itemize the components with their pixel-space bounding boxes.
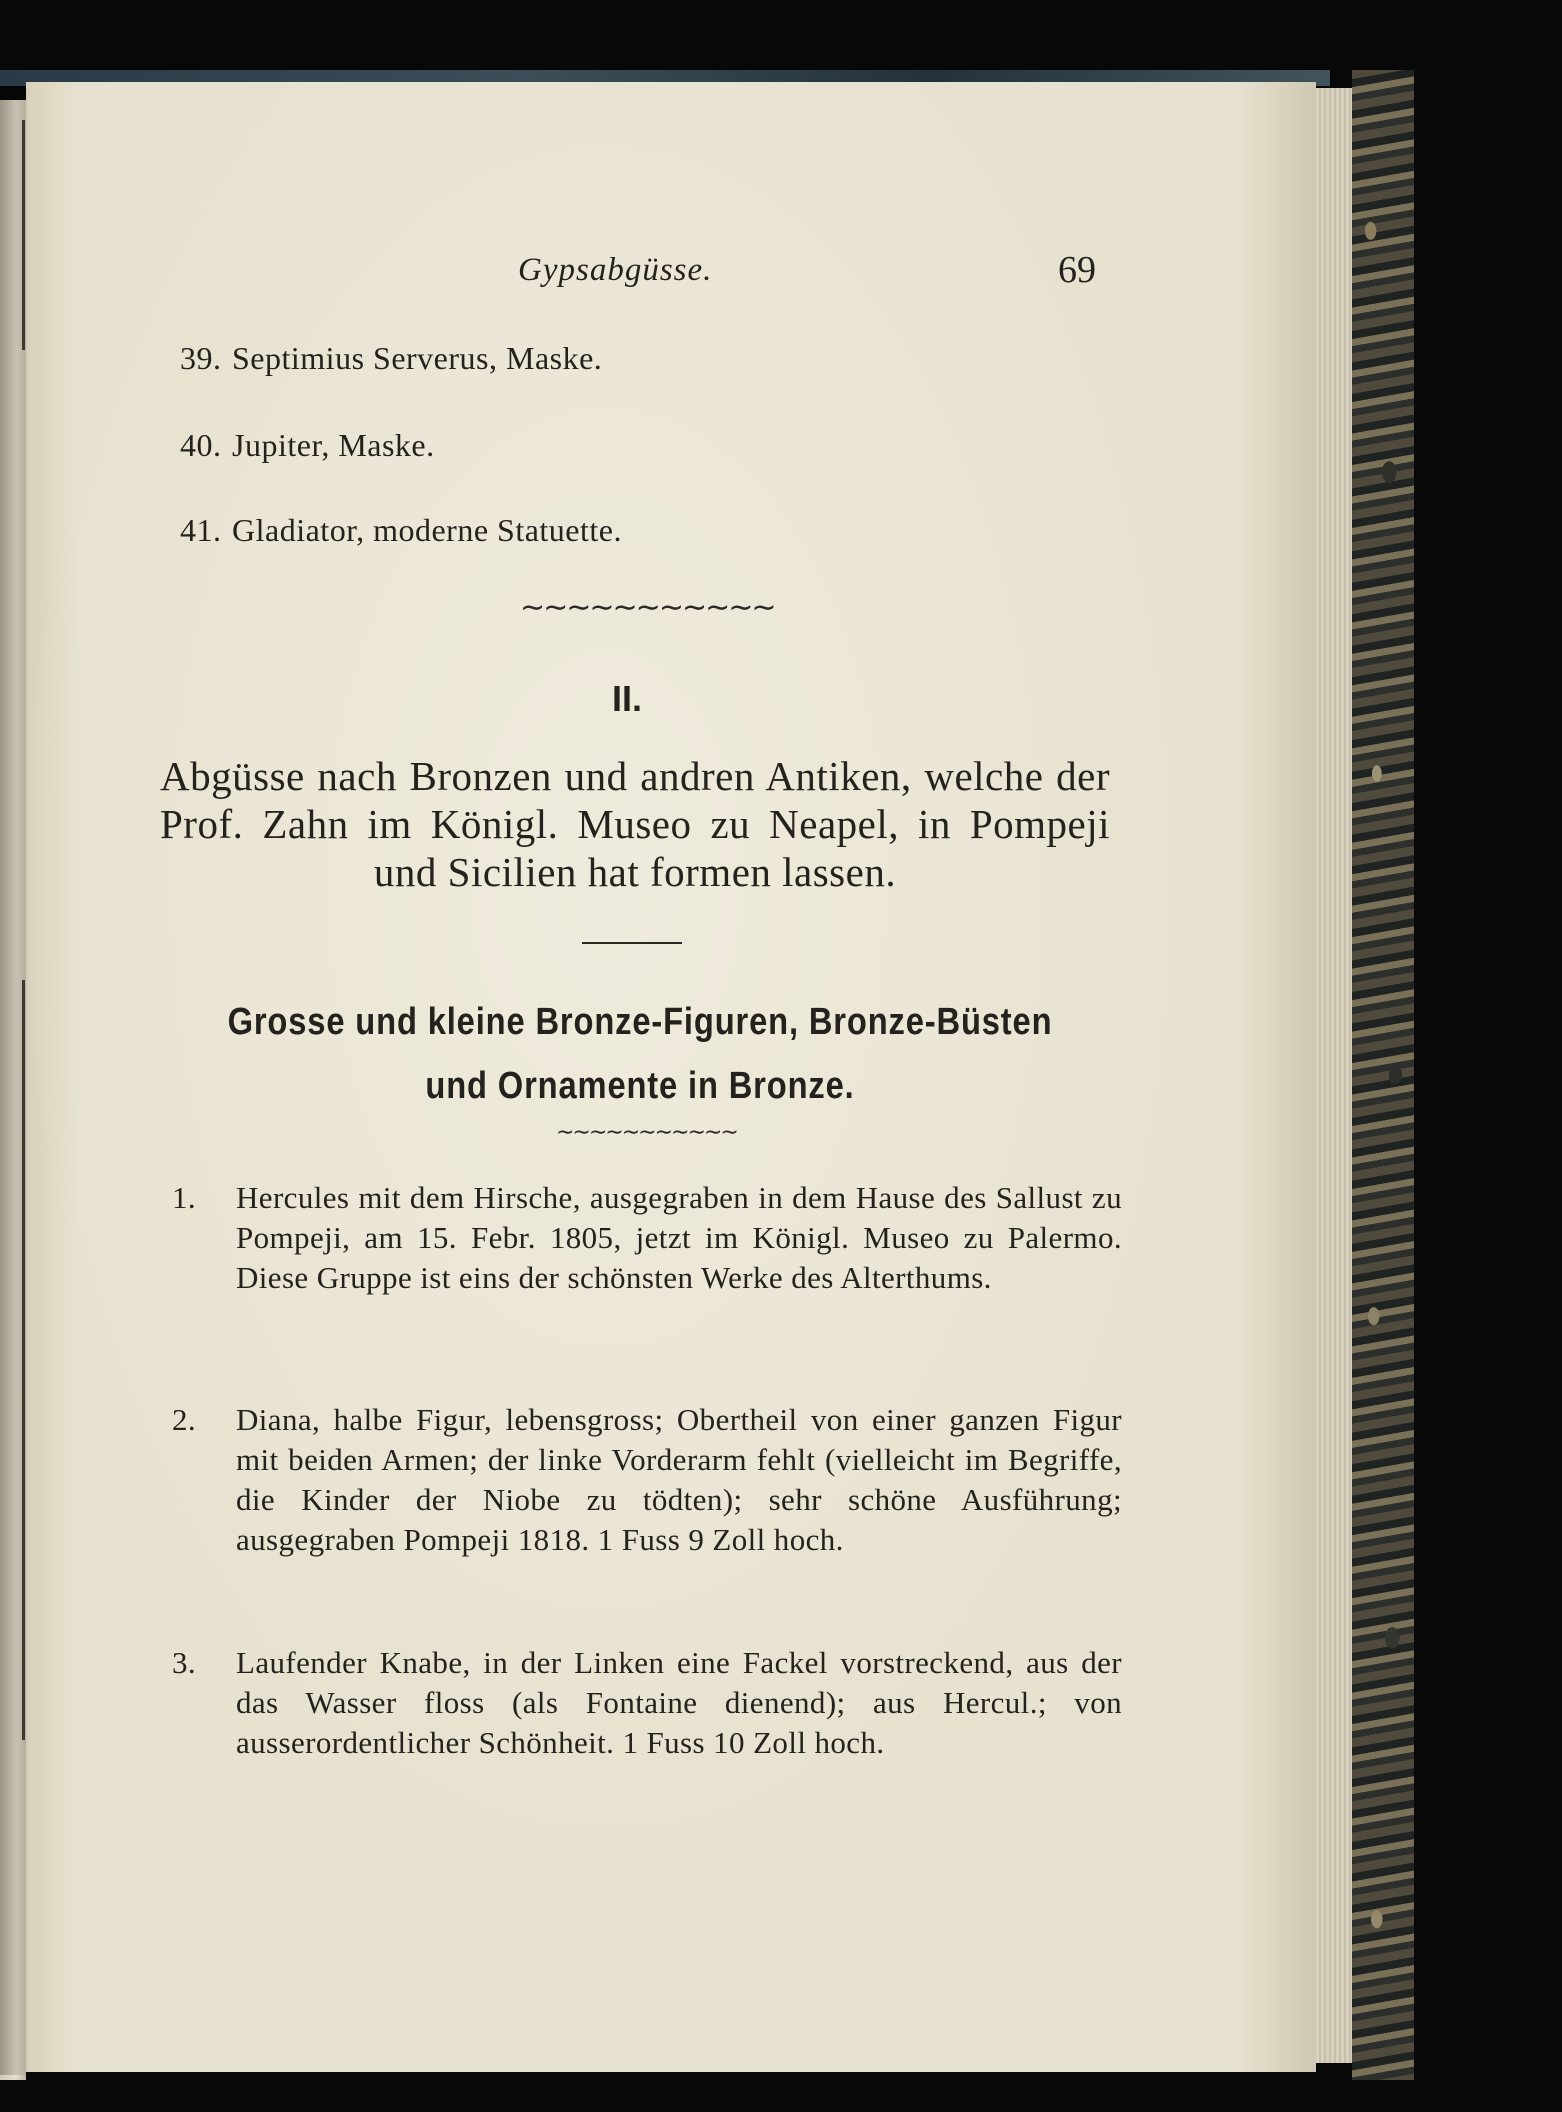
list-item bbox=[180, 340, 602, 377]
ornamental-divider: ∼∼∼∼∼∼∼∼∼∼∼ bbox=[520, 590, 775, 625]
catalog-entry bbox=[172, 1400, 1122, 1560]
list-item-number: 41. bbox=[180, 512, 222, 548]
catalog-entry bbox=[172, 1178, 1122, 1298]
list-item-text: Jupiter, Maske. bbox=[232, 427, 435, 463]
section-numeral: II. bbox=[612, 678, 643, 719]
section-rule bbox=[582, 942, 682, 944]
entry-number: 1. bbox=[172, 1180, 197, 1215]
list-item-number: 39. bbox=[180, 340, 222, 376]
section-subtitle: Abgüsse nach Bronzen und andren Antiken, welche der Prof. Zahn im Königl. Museo zu Neapel, in Pompeji und Sicilien hat formen lassen. bbox=[160, 753, 1110, 895]
list-item-text: Septimius Serverus, Maske. bbox=[232, 340, 603, 376]
entry-text: Laufender Knabe, in der Linken eine Fackel vorstreckend, aus der das Wasser floss (als Fontaine dienend); aus Hercul.; von ausserordentlicher Schönheit. 1 Fuss 10 Zoll hoch. bbox=[236, 1645, 1122, 1760]
page-number: 69 bbox=[1058, 249, 1096, 291]
catalog-entry bbox=[172, 1643, 1122, 1763]
list-item bbox=[180, 427, 435, 464]
category-heading-line-1: Grosse und kleine Bronze-Figuren, Bronze-Büsten bbox=[227, 1001, 1053, 1043]
category-heading bbox=[227, 990, 1053, 1118]
entry-number: 2. bbox=[172, 1402, 197, 1437]
entry-text: Diana, halbe Figur, lebensgross; Obertheil von einer ganzen Figur mit beiden Armen; der linke Vorderarm fehlt (vielleicht im Begriffe, die Kinder der Niobe zu tödten); sehr schöne Ausführung; ausgegraben Pompeji 1818. 1 Fuss 9 Zoll hoch. bbox=[236, 1402, 1122, 1557]
category-heading-line-2: und Ornamente in Bronze. bbox=[425, 1065, 855, 1107]
running-title: Gypsabgüsse. bbox=[518, 252, 713, 288]
entry-number: 3. bbox=[172, 1645, 197, 1680]
list-item-number: 40. bbox=[180, 427, 222, 463]
list-item bbox=[180, 512, 622, 549]
list-item-text: Gladiator, moderne Statuette. bbox=[232, 512, 622, 548]
entry-text: Hercules mit dem Hirsche, ausgegraben in dem Hause des Sallust zu Pompeji, am 15. Febr. 1805, jetzt im Königl. Museo zu Palermo. Diese Gruppe ist eins der schönsten Werke des Alterthums. bbox=[236, 1180, 1122, 1295]
ornamental-divider: ∼∼∼∼∼∼∼∼∼∼∼ bbox=[556, 1120, 737, 1145]
